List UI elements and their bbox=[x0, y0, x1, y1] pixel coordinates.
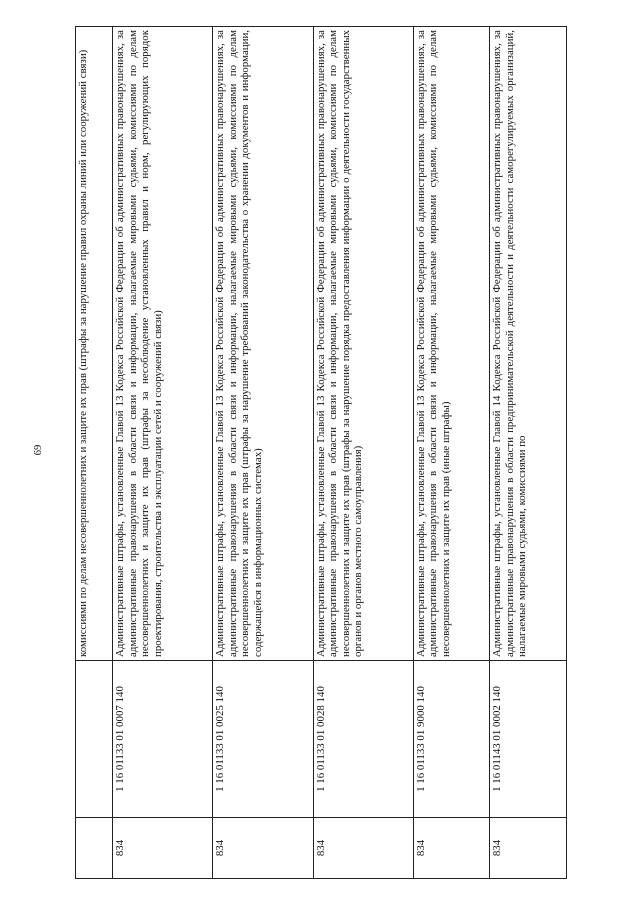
description-cell: Административные штрафы, установленные Главой 13 Кодекса Российской Федерации об административных правонарушениях, за административные правонарушения в области связи и информации, налагаемые мировыми судьями, комиссиями по делам несовершеннолетних и защите их прав (штрафы за несоблюдение установленных правил и норм, регулирующих порядок проектирования, строительства и эксплуатации сетей и сооружений связи) bbox=[113, 27, 213, 661]
landscape-page bbox=[75, 26, 567, 879]
description-cell: Административные штрафы, установленные Главой 13 Кодекса Российской Федерации об административных правонарушениях, за административные правонарушения в области связи и информации, налагаемые мировыми судьями, комиссиями по делам несовершеннолетних и защите их прав (иные штрафы) bbox=[413, 27, 490, 661]
kbk-code-cell: 1 16 01133 01 0028 140 bbox=[313, 661, 413, 818]
table-row bbox=[490, 27, 567, 879]
kbk-code-cell: 1 16 01143 01 0002 140 bbox=[490, 661, 567, 818]
table-row bbox=[213, 27, 313, 879]
admin-code-cell bbox=[76, 818, 113, 879]
admin-code-cell: 834 bbox=[490, 818, 567, 879]
admin-code-cell: 834 bbox=[213, 818, 313, 879]
description-cell: Административные штрафы, установленные Главой 13 Кодекса Российской Федерации об административных правонарушениях, за административные правонарушения в области связи и информации, налагаемые мировыми судьями, комиссиями по делам несовершеннолетних и защите их прав (штрафы за нарушение требований законодательства о хранении документов и информации, содержащейся в информационных системах) bbox=[213, 27, 313, 661]
kbk-code-cell: 1 16 01133 01 0025 140 bbox=[213, 661, 313, 818]
table-row bbox=[76, 27, 113, 879]
kbk-code-cell bbox=[76, 661, 113, 818]
table-row bbox=[413, 27, 490, 879]
table-row bbox=[113, 27, 213, 879]
description-cell: комиссиями по делам несовершеннолетних и защите их прав (штрафы за нарушение правил охраны линий или сооружений связи) bbox=[76, 27, 113, 661]
admin-code-cell: 834 bbox=[313, 818, 413, 879]
admin-code-cell: 834 bbox=[413, 818, 490, 879]
admin-code-cell: 834 bbox=[113, 818, 213, 879]
table-body bbox=[76, 27, 567, 879]
page-number: 69 bbox=[33, 444, 44, 456]
description-cell: Административные штрафы, установленные Главой 14 Кодекса Российской Федерации об административных правонарушениях, за административные правонарушения в области предпринимательской деятельности и деятельности саморегулируемых организаций, налагаемые мировыми судьями, комиссиями по bbox=[490, 27, 567, 661]
kbk-table bbox=[75, 26, 567, 879]
kbk-code-cell: 1 16 01133 01 9000 140 bbox=[413, 661, 490, 818]
table-row bbox=[313, 27, 413, 879]
kbk-code-cell: 1 16 01133 01 0007 140 bbox=[113, 661, 213, 818]
description-cell: Административные штрафы, установленные Главой 13 Кодекса Российской Федерации об административных правонарушениях, за административные правонарушения в области связи и информации, налагаемые мировыми судьями, комиссиями по делам несовершеннолетних и защите их прав (штрафы за нарушение порядка предоставления информации о деятельности государственных органов и органов местного самоуправления) bbox=[313, 27, 413, 661]
